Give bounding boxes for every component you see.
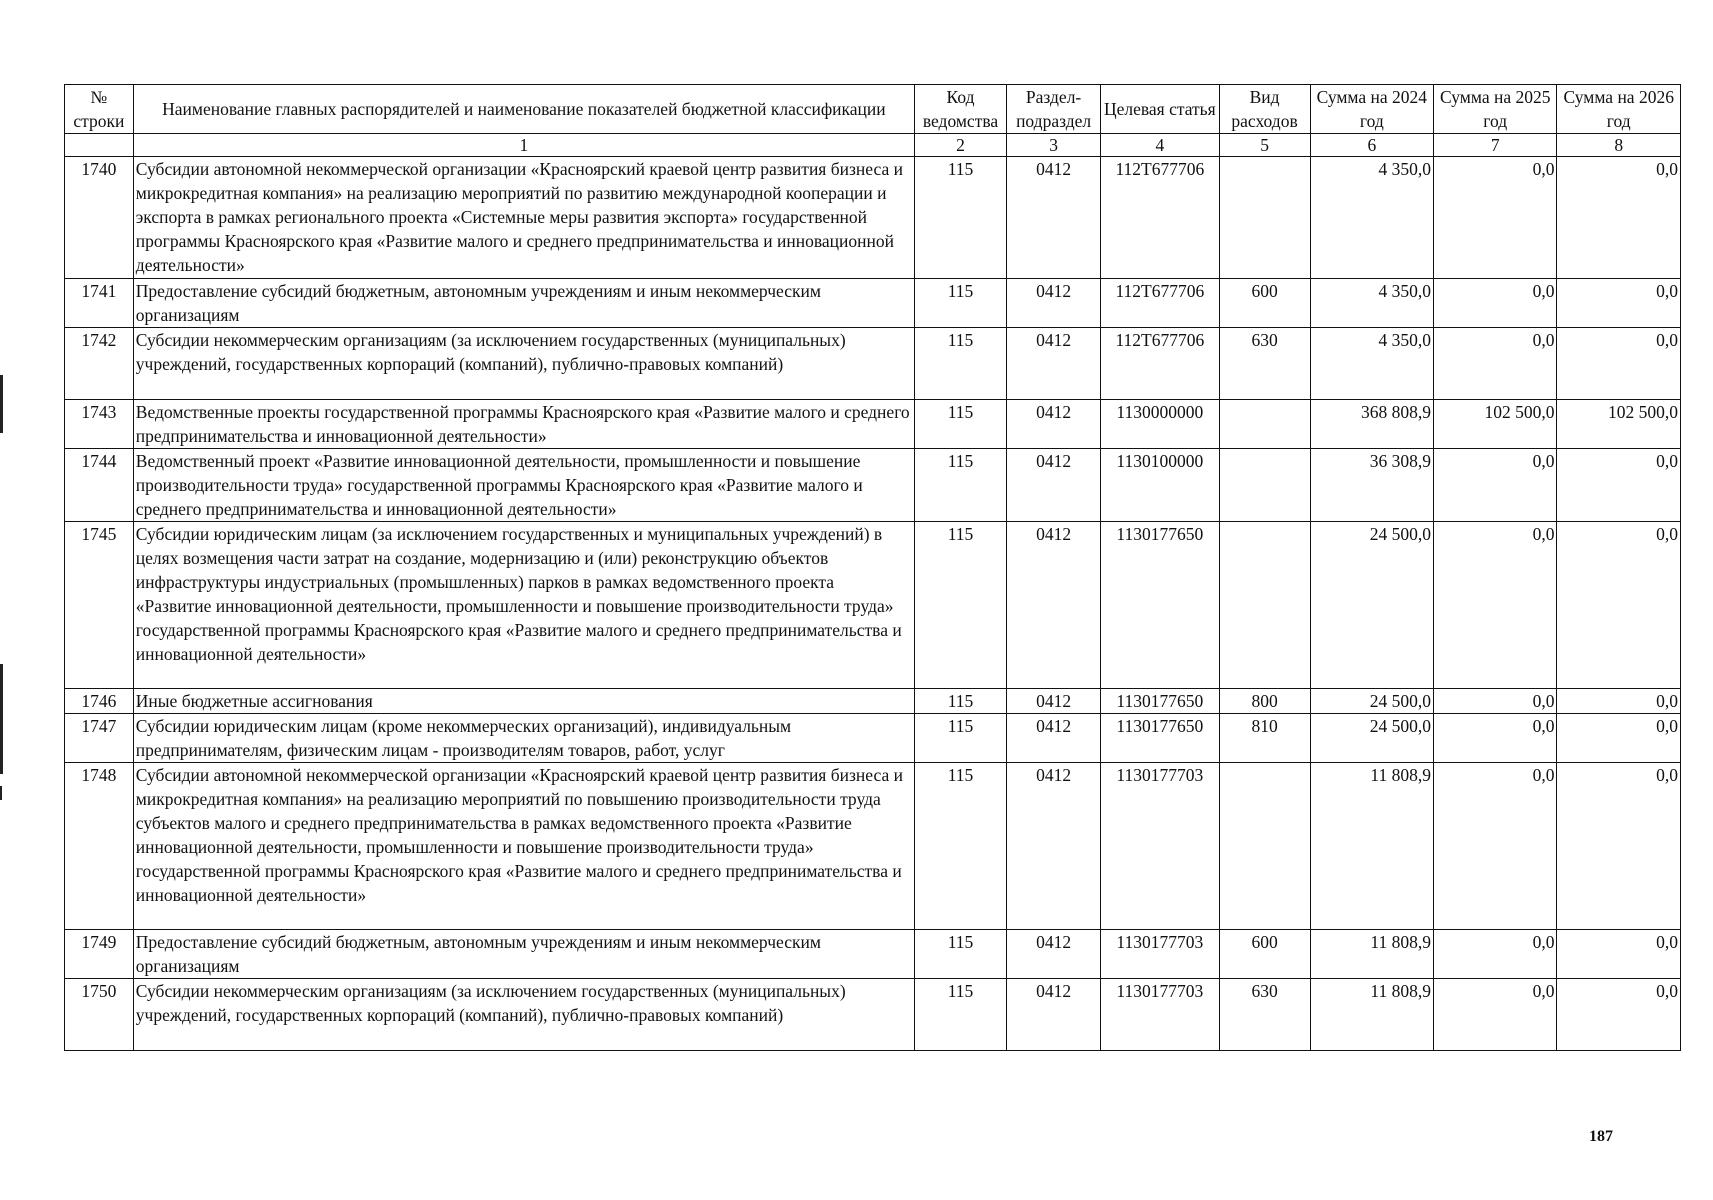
header-row [65, 85, 1681, 134]
scan-edge-mark [0, 375, 3, 433]
section-code: 0412 [1007, 689, 1101, 714]
header-sum-2025: Сумма на 2025 год [1434, 85, 1557, 134]
table-row [65, 400, 1681, 449]
target-code: 112Т677706 [1101, 328, 1219, 400]
expense-type: 800 [1219, 689, 1310, 714]
header-name: Наименование главных распорядителей и наименование показателей бюджетной классификации [133, 85, 914, 134]
row-number: 1743 [65, 400, 134, 449]
section-code: 0412 [1007, 157, 1101, 279]
section-code: 0412 [1007, 979, 1101, 1051]
dept-code: 115 [914, 714, 1006, 763]
sum-2026: 0,0 [1557, 714, 1681, 763]
sum-2024: 368 808,9 [1310, 400, 1433, 449]
dept-code: 115 [914, 979, 1006, 1051]
column-number: 3 [1007, 134, 1101, 157]
sum-2025: 0,0 [1434, 328, 1557, 400]
header-sum-2026: Сумма на 2026 год [1557, 85, 1681, 134]
sum-2024: 11 808,9 [1310, 930, 1433, 979]
column-number: 8 [1557, 134, 1681, 157]
row-number: 1740 [65, 157, 134, 279]
sum-2024: 24 500,0 [1310, 689, 1433, 714]
target-code: 1130100000 [1101, 449, 1219, 522]
sum-2025: 0,0 [1434, 449, 1557, 522]
row-name: Субсидии некоммерческим организациям (за исключением государственных (муниципальных) учреждений, государственных корпораций (компаний), публично-правовых компаний) [133, 328, 914, 400]
section-code: 0412 [1007, 328, 1101, 400]
table-row [65, 157, 1681, 279]
row-number: 1745 [65, 522, 134, 689]
header-sum-2024: Сумма на 2024 год [1310, 85, 1433, 134]
target-code: 1130177650 [1101, 689, 1219, 714]
expense-type: 810 [1219, 714, 1310, 763]
expense-type [1219, 522, 1310, 689]
target-code: 1130000000 [1101, 400, 1219, 449]
dept-code: 115 [914, 449, 1006, 522]
column-number [65, 134, 134, 157]
target-code: 112Т677706 [1101, 279, 1219, 328]
column-number: 5 [1219, 134, 1310, 157]
sum-2024: 4 350,0 [1310, 279, 1433, 328]
sum-2026: 0,0 [1557, 689, 1681, 714]
dept-code: 115 [914, 930, 1006, 979]
sum-2024: 24 500,0 [1310, 522, 1433, 689]
sum-2025: 102 500,0 [1434, 400, 1557, 449]
sum-2025: 0,0 [1434, 157, 1557, 279]
sum-2026: 0,0 [1557, 522, 1681, 689]
header-section: Раздел-подраздел [1007, 85, 1101, 134]
expense-type [1219, 449, 1310, 522]
dept-code: 115 [914, 279, 1006, 328]
row-name: Ведомственные проекты государственной программы Красноярского края «Развитие малого и среднего предпринимательства и инновационной деятельности» [133, 400, 914, 449]
target-code: 1130177650 [1101, 714, 1219, 763]
column-number-row [65, 134, 1681, 157]
row-name: Субсидии автономной некоммерческой организации «Красноярский краевой центр развития бизнеса и микрокредитная компания» на реализацию мероприятий по повышению производительности труда субъектов малого и среднего предпринимательства в рамках ведомственного проекта «Развитие инновационной деятельности, промышленности и повышение производительности труда» государственной программы Красноярского края «Развитие малого и среднего предпринимательства и инновационной деятельности» [133, 763, 914, 930]
expense-type [1219, 763, 1310, 930]
sum-2025: 0,0 [1434, 714, 1557, 763]
dept-code: 115 [914, 522, 1006, 689]
sum-2026: 0,0 [1557, 449, 1681, 522]
section-code: 0412 [1007, 714, 1101, 763]
expense-type: 600 [1219, 930, 1310, 979]
header-target: Целевая статья [1101, 85, 1219, 134]
column-number: 2 [914, 134, 1006, 157]
sum-2025: 0,0 [1434, 279, 1557, 328]
row-name: Субсидии юридическим лицам (кроме некоммерческих организаций), индивидуальным предпринимателям, физическим лицам - производителям товаров, работ, услуг [133, 714, 914, 763]
target-code: 112Т677706 [1101, 157, 1219, 279]
scan-edge-mark [0, 664, 3, 774]
expense-type: 600 [1219, 279, 1310, 328]
sum-2025: 0,0 [1434, 522, 1557, 689]
sum-2024: 11 808,9 [1310, 979, 1433, 1051]
row-name: Субсидии автономной некоммерческой организации «Красноярский краевой центр развития бизнеса и микрокредитная компания» на реализацию мероприятий по развитию международной кооперации и экспорта в рамках регионального проекта «Системные меры развития экспорта» государственной программы Красноярского края «Развитие малого и среднего предпринимательства и инновационной деятельности» [133, 157, 914, 279]
row-number: 1741 [65, 279, 134, 328]
dept-code: 115 [914, 400, 1006, 449]
row-number: 1747 [65, 714, 134, 763]
row-name: Субсидии некоммерческим организациям (за исключением государственных (муниципальных) учреждений, государственных корпораций (компаний), публично-правовых компаний) [133, 979, 914, 1051]
header-dept-code: Код ведомства [914, 85, 1006, 134]
sum-2026: 0,0 [1557, 328, 1681, 400]
sum-2026: 0,0 [1557, 979, 1681, 1051]
sum-2024: 24 500,0 [1310, 714, 1433, 763]
expense-type: 630 [1219, 979, 1310, 1051]
section-code: 0412 [1007, 763, 1101, 930]
section-code: 0412 [1007, 400, 1101, 449]
sum-2024: 4 350,0 [1310, 157, 1433, 279]
row-number: 1742 [65, 328, 134, 400]
column-number: 1 [133, 134, 914, 157]
sum-2026: 0,0 [1557, 157, 1681, 279]
table-row [65, 930, 1681, 979]
page-number: 187 [1589, 1128, 1613, 1145]
header-row-no: № строки [65, 85, 134, 134]
table-row [65, 522, 1681, 689]
row-number: 1744 [65, 449, 134, 522]
row-number: 1750 [65, 979, 134, 1051]
scan-edge-mark [0, 786, 2, 800]
table-row [65, 328, 1681, 400]
column-number: 6 [1310, 134, 1433, 157]
row-number: 1746 [65, 689, 134, 714]
row-number: 1749 [65, 930, 134, 979]
table-row [65, 689, 1681, 714]
section-code: 0412 [1007, 279, 1101, 328]
row-number: 1748 [65, 763, 134, 930]
sum-2026: 0,0 [1557, 930, 1681, 979]
table-row [65, 449, 1681, 522]
column-number: 7 [1434, 134, 1557, 157]
sum-2025: 0,0 [1434, 979, 1557, 1051]
target-code: 1130177703 [1101, 979, 1219, 1051]
dept-code: 115 [914, 689, 1006, 714]
row-name: Иные бюджетные ассигнования [133, 689, 914, 714]
expense-type [1219, 157, 1310, 279]
sum-2024: 4 350,0 [1310, 328, 1433, 400]
dept-code: 115 [914, 328, 1006, 400]
sum-2026: 0,0 [1557, 279, 1681, 328]
section-code: 0412 [1007, 930, 1101, 979]
dept-code: 115 [914, 157, 1006, 279]
expense-type: 630 [1219, 328, 1310, 400]
dept-code: 115 [914, 763, 1006, 930]
column-number: 4 [1101, 134, 1219, 157]
row-name: Субсидии юридическим лицам (за исключением государственных и муниципальных учреждений) в целях возмещения части затрат на создание, модернизацию и (или) реконструкцию объектов инфраструктуры индустриальных (промышленных) парков в рамках ведомственного проекта «Развитие инновационной деятельности, промышленности и повышение производительности труда» государственной программы Красноярского края «Развитие малого и среднего предпринимательства и инновационной деятельности» [133, 522, 914, 689]
row-name: Ведомственный проект «Развитие инновационной деятельности, промышленности и повышение производительности труда» государственной программы Красноярского края «Развитие малого и среднего предпринимательства и инновационной деятельности» [133, 449, 914, 522]
target-code: 1130177703 [1101, 763, 1219, 930]
section-code: 0412 [1007, 449, 1101, 522]
sum-2026: 102 500,0 [1557, 400, 1681, 449]
sum-2024: 36 308,9 [1310, 449, 1433, 522]
sum-2025: 0,0 [1434, 689, 1557, 714]
table-row [65, 714, 1681, 763]
table-row [65, 763, 1681, 930]
header-expense-type: Вид расходов [1219, 85, 1310, 134]
table-row [65, 979, 1681, 1051]
sum-2026: 0,0 [1557, 763, 1681, 930]
sum-2024: 11 808,9 [1310, 763, 1433, 930]
sum-2025: 0,0 [1434, 930, 1557, 979]
target-code: 1130177703 [1101, 930, 1219, 979]
table-row [65, 279, 1681, 328]
sum-2025: 0,0 [1434, 763, 1557, 930]
expense-type [1219, 400, 1310, 449]
target-code: 1130177650 [1101, 522, 1219, 689]
row-name: Предоставление субсидий бюджетным, автономным учреждениям и иным некоммерческим организациям [133, 930, 914, 979]
row-name: Предоставление субсидий бюджетным, автономным учреждениям и иным некоммерческим организациям [133, 279, 914, 328]
budget-table [64, 84, 1681, 1051]
section-code: 0412 [1007, 522, 1101, 689]
